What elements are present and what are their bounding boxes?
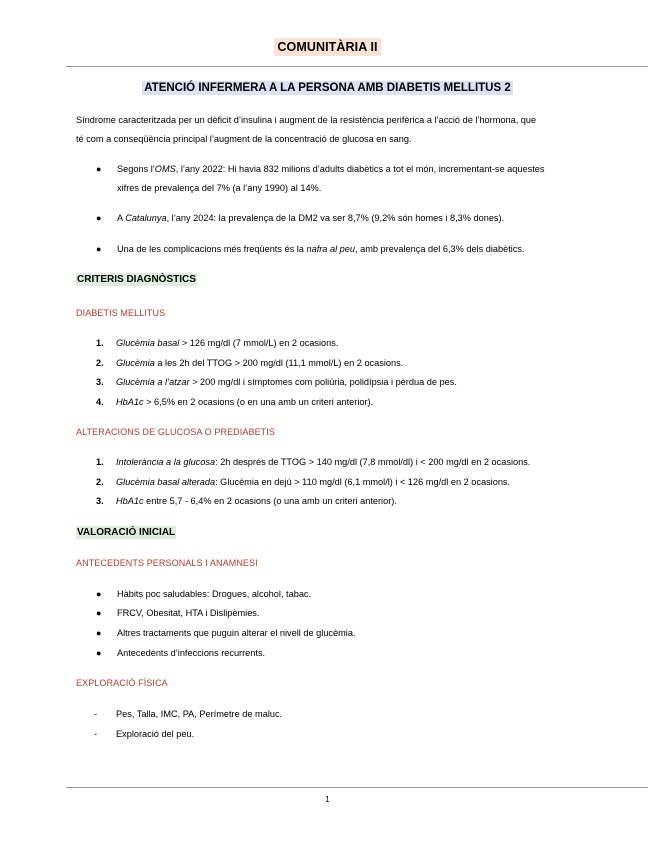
header-divider [66, 66, 648, 67]
footer-divider [66, 787, 648, 788]
bullet-icon: ● [96, 628, 102, 638]
bullet-icon: ● [96, 648, 102, 658]
page-number: 1 [325, 795, 330, 804]
subsection-heading: EXPLORACIÓ FÍSICA [76, 678, 168, 688]
subsection-heading: ANTECEDENTS PERSONALS I ANAMNESI [76, 558, 258, 568]
subsection-heading: DIABETIS MELLITUS [76, 308, 166, 318]
bullet-icon: ● [96, 213, 102, 223]
section-heading: CRITERIS DIAGNÒSTICS [77, 274, 196, 285]
bullet-icon: ● [96, 164, 102, 174]
document-subtitle: ATENCIÓ INFERMERA A LA PERSONA AMB DIABETIS MELLITUS 2 [144, 82, 511, 94]
bullet-icon: ● [96, 244, 102, 254]
section-heading: VALORACIÓ INICIAL [77, 527, 176, 538]
subsection-heading: ALTERACIONS DE GLUCOSA O PREDIABETIS [76, 427, 275, 437]
intro-paragraph: Síndrome caracteritzada per un dèficit d’insulina i augment de la resistència perifèrica a l’acció de l’hormona, que té com a conseqüència principal l’augment de la concentració de glucosa en sang. [76, 115, 537, 144]
bullet-icon: ● [96, 589, 102, 599]
document-title: COMUNITÀRIA II [274, 38, 380, 56]
document-page: COMUNITÀRIA II ATENCIÓ INFERMERA A LA PERSONA AMB DIABETIS MELLITUS 2 Síndrome caracteritzada per un dèficit d’insulina i augment de la resistència perifèrica a l’acció de l’hormona, que té com a conseqüència principal l’augment de la concentració de glucosa en sang. ● Segons l’OMS, l’any 2022: Hi havia 832 milions d’adults diabètics a tot el món, incrementant-se aquestes xifres de prevalença del 7% (a l’any 1990) al 14%. ● A Catalunya, l’any 2024: la prevalença de la DM2 va ser 8,7% (9,2% són homes i 8,3% dones). ● Una de les complicacions més freqüents és la nafra al peu, amb prevalença del 6,3% dels diabètics. CRITERIS DIAGNÒSTICS DIABETIS MELLITUS 1. Glucèmia basal > 126 mg/dl (7 mmol/L) en 2 ocasions. 2. Glucèmia a les 2h del TTOG > 200 mg/dl (11,1 mmol/L) en 2 ocasions. 3. Glucèmia a l’atzar > 200 mg/dl i símptomes com poliúria, polidípsia i pèrdua de pes. 4. HbA1c > 6,5% en 2 ocasions (o en una amb un criteri anterior). ALTERACIONS DE GLUCOSA O PREDIABETIS 1. Intolerància a la glucosa: 2h després de TTOG > 140 mg/dl (7,8 mmol/dl) i < 200 mg/dl en 2 ocasions. 2. Glucèmia basal alterada: Glucèmia en dejú > 110 mg/dl (6,1 mmol/l) i < 126 mg/dl en 2 ocasions. 3. HbA1c entre 5,7 - 6,4% en 2 ocasions (o una amb un criteri anterior). VALORACIÓ INICIAL ANTECEDENTS PERSONALS I ANAMNESI ● Hàbits poc saludables: Drogues, alcohol, tabac. ● FRCV, Obesitat, HTA i Dislipèmies. ● Altres tractaments que puguin alterar el nivell de glucèmia. ● Antecedents d’infeccions recurrents. EXPLORACIÓ FÍSICA - Pes, Talla, IMC, PA, Perímetre de maluc. - Exploració del peu. 1 [0, 0, 655, 848]
bullet-icon: ● [96, 608, 102, 618]
